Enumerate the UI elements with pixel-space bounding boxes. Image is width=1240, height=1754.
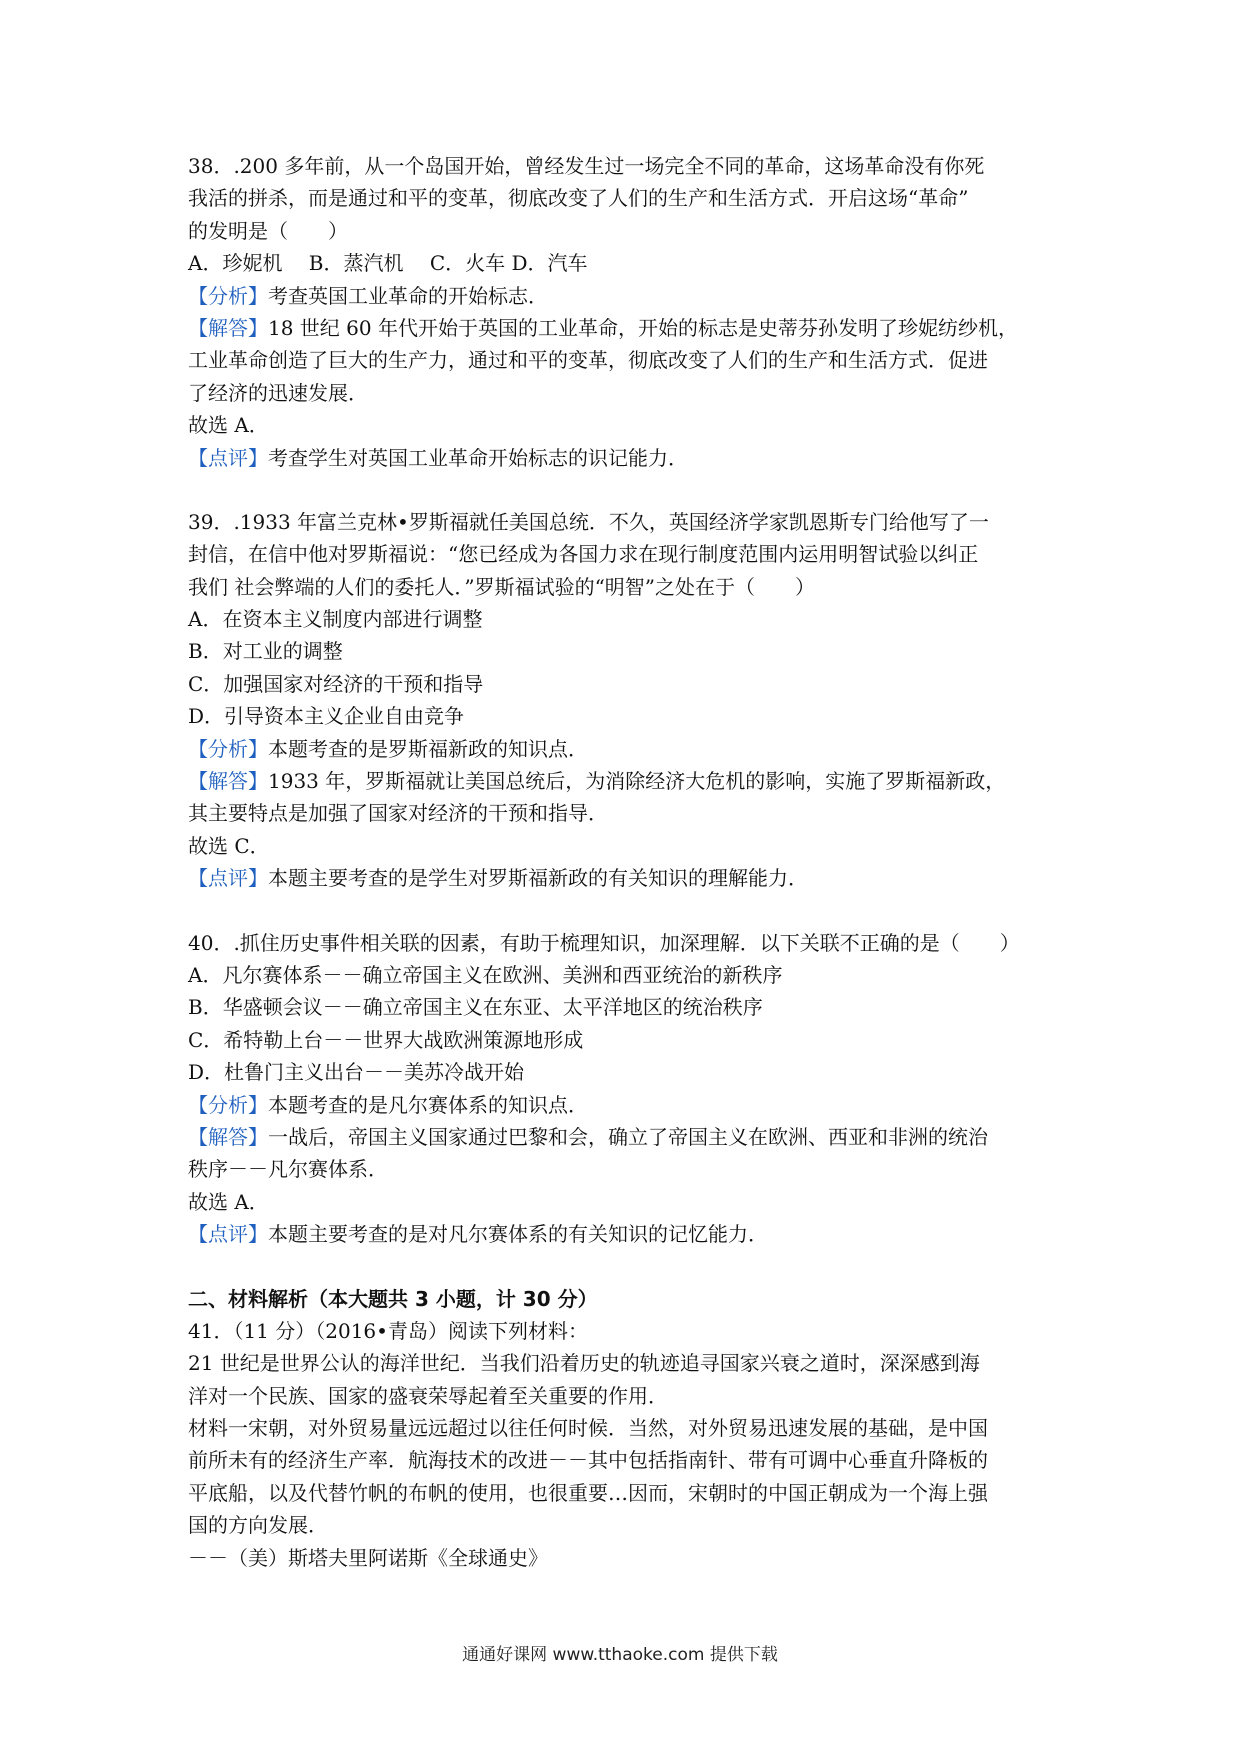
question-41-header: 41．（11 分）（2016•青岛）阅读下列材料：	[188, 1318, 588, 1343]
answer-tag: 【解答】	[188, 769, 268, 794]
spacer	[188, 1251, 1068, 1283]
option-b: B．对工业的调整	[188, 639, 343, 664]
analysis-text: 考查英国工业革命的开始标志．	[268, 283, 548, 308]
answer-text: 工业革命创造了巨大的生产力，通过和平的变革，彻底改变了人们的生产和生活方式．促进	[188, 348, 988, 373]
question-text: 我活的拼杀，而是通过和平的变革，彻底改变了人们的生产和生活方式．开启这场“革命”	[188, 186, 969, 211]
choice-text: 故选 A．	[188, 413, 269, 438]
option-c: C．希特勒上台－－世界大战欧洲策源地形成	[188, 1027, 584, 1052]
option-a: A．凡尔赛体系－－确立帝国主义在欧洲、美洲和西亚统治的新秩序	[188, 962, 783, 987]
material-text: 材料一宋朝，对外贸易量远远超过以往任何时候．当然，对外贸易迅速发展的基础，是中国	[188, 1416, 988, 1441]
analysis-tag: 【分析】	[188, 283, 268, 308]
analysis-text: 本题考查的是凡尔赛体系的知识点．	[268, 1092, 588, 1117]
comment-tag: 【点评】	[188, 445, 268, 470]
comment-text: 考查学生对英国工业革命开始标志的识记能力．	[268, 445, 688, 470]
analysis-line	[188, 280, 1068, 312]
question-options: A．珍妮机 B．蒸汽机 C．火车 D．汽车	[188, 251, 588, 276]
question-40	[188, 927, 1068, 1251]
section-2	[188, 1283, 1068, 1575]
option-d: D．杜鲁门主义出台－－美苏冷战开始	[188, 1060, 525, 1085]
document-page	[188, 150, 1068, 1574]
question-text: 封信，在信中他对罗斯福说：“您已经成为各国力求在现行制度范围内运用明智试验以纠正	[188, 542, 979, 567]
answer-tag: 【解答】	[188, 315, 268, 340]
choice-text: 故选 A．	[188, 1189, 269, 1214]
material-text: 平底船，以及代替竹帆的布帆的使用，也很重要…因而，宋朝时的中国正朝成为一个海上强	[188, 1480, 988, 1505]
analysis-tag: 【分析】	[188, 736, 268, 761]
option-a: A．在资本主义制度内部进行调整	[188, 607, 483, 632]
answer-text: 其主要特点是加强了国家对经济的干预和指导．	[188, 801, 608, 826]
choice-text: 故选 C．	[188, 833, 270, 858]
material-source: －－（美）斯塔夫里阿诺斯《全球通史》	[188, 1545, 548, 1570]
material-text: 前所未有的经济生产率．航海技术的改进－－其中包括指南针、带有可调中心垂直升降板的	[188, 1448, 988, 1473]
material-text: 洋对一个民族、国家的盛衰荣辱起着至关重要的作用．	[188, 1383, 668, 1408]
answer-tag: 【解答】	[188, 1124, 268, 1149]
question-text: 40．.抓住历史事件相关联的因素，有助于梳理知识，加深理解．以下关联不正确的是（ ）	[188, 930, 1020, 955]
material-text: 国的方向发展．	[188, 1513, 328, 1538]
answer-line	[188, 312, 1068, 344]
option-d: D．引导资本主义企业自由竞争	[188, 704, 465, 729]
answer-text: 秩序－－凡尔赛体系．	[188, 1157, 388, 1182]
material-text: 21 世纪是世界公认的海洋世纪．当我们沿着历史的轨迹追寻国家兴衰之道时，深深感到海	[188, 1351, 980, 1376]
spacer	[188, 474, 1068, 506]
page-footer: 通通好课网 www.tthaoke.com 提供下载	[462, 1645, 778, 1665]
analysis-line	[188, 1089, 1068, 1121]
comment-line	[188, 862, 1068, 894]
question-text: 39．.1933 年富兰克林•罗斯福就任美国总统．不久，英国经济学家凯恩斯专门给他写了一	[188, 509, 989, 534]
option-b: B．华盛顿会议－－确立帝国主义在东亚、太平洋地区的统治秩序	[188, 995, 763, 1020]
comment-tag: 【点评】	[188, 1222, 268, 1247]
answer-text: 了经济的迅速发展．	[188, 380, 368, 405]
spacer	[188, 895, 1068, 927]
comment-text: 本题主要考查的是对凡尔赛体系的有关知识的记忆能力．	[268, 1222, 768, 1247]
answer-line	[188, 1121, 1068, 1153]
comment-line	[188, 442, 1068, 474]
question-text: 的发明是（ ）	[188, 218, 348, 243]
question-39	[188, 506, 1068, 895]
answer-line	[188, 765, 1068, 797]
answer-text: 1933 年，罗斯福就让美国总统后，为消除经济大危机的影响，实施了罗斯福新政，	[268, 769, 1006, 794]
analysis-tag: 【分析】	[188, 1092, 268, 1117]
question-text: 我们 社会弊端的人们的委托人．”罗斯福试验的“明智”之处在于（ ）	[188, 574, 816, 599]
option-c: C．加强国家对经济的干预和指导	[188, 671, 484, 696]
answer-text: 18 世纪 60 年代开始于英国的工业革命，开始的标志是史蒂芬孙发明了珍妮纺纱机，	[268, 315, 1018, 340]
analysis-text: 本题考查的是罗斯福新政的知识点．	[268, 736, 588, 761]
comment-text: 本题主要考查的是学生对罗斯福新政的有关知识的理解能力．	[268, 866, 808, 891]
analysis-line	[188, 733, 1068, 765]
question-text: 38．.200 多年前，从一个岛国开始，曾经发生过一场完全不同的革命，这场革命没有你死	[188, 154, 985, 178]
section-heading: 二、材料解析（本大题共 3 小题，计 30 分）	[188, 1286, 598, 1311]
comment-tag: 【点评】	[188, 866, 268, 891]
answer-text: 一战后，帝国主义国家通过巴黎和会，确立了帝国主义在欧洲、西亚和非洲的统治	[268, 1124, 988, 1149]
question-38	[188, 150, 1068, 474]
comment-line	[188, 1218, 1068, 1250]
